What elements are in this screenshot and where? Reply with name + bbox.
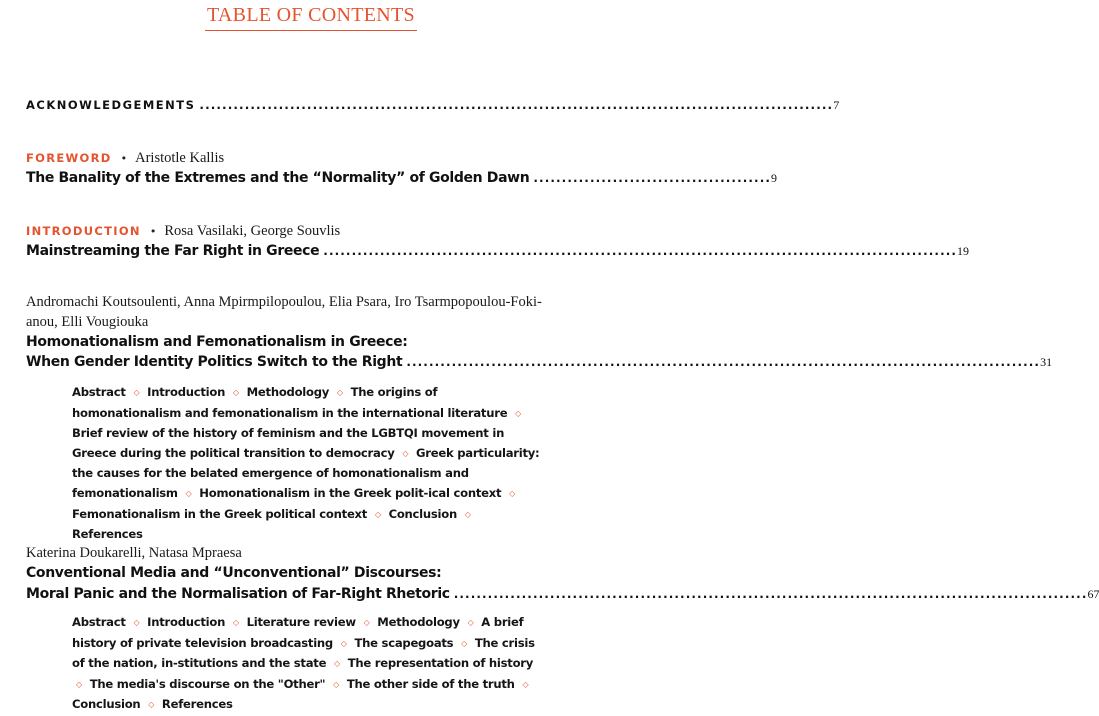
dot-leader: ................................................................................................................ bbox=[323, 244, 958, 258]
toc-entry-acknowledgements[interactable] bbox=[26, 98, 840, 113]
section-link[interactable]: Methodology bbox=[377, 615, 460, 629]
authors-line: anou, Elli Vougiouka bbox=[26, 313, 149, 330]
diamond-icon: ◇ bbox=[333, 679, 340, 689]
diamond-icon: ◇ bbox=[148, 700, 155, 710]
section-link[interactable]: Conclusion bbox=[388, 506, 457, 521]
section-link[interactable]: A brief history of private television broadcasting bbox=[72, 615, 524, 650]
page-title: TABLE OF CONTENTS bbox=[205, 3, 417, 31]
chapter-2-title-line-1[interactable] bbox=[26, 565, 594, 581]
diamond-icon: ◇ bbox=[461, 638, 468, 648]
toc-entry-foreword[interactable] bbox=[26, 170, 778, 186]
section-link[interactable]: References bbox=[161, 697, 233, 712]
bullet-icon: • bbox=[149, 225, 157, 238]
section-label: INTRODUCTION bbox=[26, 224, 141, 238]
page-number: 7 bbox=[833, 98, 840, 112]
page-number: 9 bbox=[771, 171, 778, 185]
section-link[interactable]: Introduction bbox=[147, 385, 226, 399]
entry-title[interactable]: Moral Panic and the Normalisation of Far-Right Rhetoric bbox=[26, 586, 450, 602]
section-link[interactable]: Introduction bbox=[147, 615, 226, 629]
section-label: FOREWORD bbox=[26, 151, 112, 165]
section-link[interactable]: The crisis of the nation, in-stitutions and the state bbox=[72, 635, 535, 671]
diamond-icon: ◇ bbox=[185, 488, 192, 498]
section-link[interactable]: Brief review of the history of feminism and the LGBTQI movement in Greece during the political transition to democracy bbox=[72, 426, 505, 460]
chapter-1-authors bbox=[26, 293, 586, 332]
section-link[interactable]: Conclusion bbox=[72, 697, 141, 712]
author-name: Rosa Vasilaki, George Souvlis bbox=[164, 223, 341, 239]
chapter-2-sections bbox=[72, 613, 542, 716]
section-link[interactable]: Methodology bbox=[246, 385, 330, 399]
section-link[interactable]: Greek particularity: the causes for the belated emergence of homonationalism and femonationalism bbox=[72, 445, 540, 500]
introduction-label-line bbox=[26, 223, 340, 240]
section-link[interactable]: Femonationalism in the Greek political context bbox=[72, 506, 368, 521]
diamond-icon: ◇ bbox=[232, 618, 239, 627]
bullet-icon: • bbox=[120, 152, 128, 165]
author-name: Aristotle Kallis bbox=[135, 150, 225, 166]
section-link[interactable]: The scapegoats bbox=[354, 635, 454, 650]
diamond-icon: ◇ bbox=[515, 408, 522, 418]
section-link[interactable]: Homonationalism in the Greek polit-ical context bbox=[199, 485, 502, 500]
chapter-1-title-line-1[interactable] bbox=[26, 334, 594, 350]
page-number: 67 bbox=[1087, 587, 1099, 601]
page-number: 19 bbox=[957, 244, 970, 258]
authors-line: Katerina Doukarelli, Natasa Mpraesa bbox=[26, 545, 242, 561]
section-link[interactable]: The other side of the truth bbox=[346, 676, 515, 691]
entry-title[interactable]: Mainstreaming the Far Right in Greece bbox=[26, 243, 320, 259]
diamond-icon: ◇ bbox=[133, 388, 140, 397]
diamond-icon: ◇ bbox=[402, 448, 409, 458]
diamond-icon: ◇ bbox=[374, 509, 381, 519]
entry-title[interactable]: ACKNOWLEDGEMENTS bbox=[26, 98, 196, 112]
dot-leader: ................................................................................................................ bbox=[406, 355, 1041, 369]
section-link[interactable]: Literature review bbox=[246, 615, 356, 629]
diamond-icon: ◇ bbox=[467, 618, 474, 627]
section-link[interactable]: The media's discourse on the "Other" bbox=[89, 676, 326, 691]
page-number: 31 bbox=[1040, 355, 1053, 369]
entry-title[interactable]: When Gender Identity Politics Switch to the Right bbox=[26, 354, 403, 370]
foreword-label-line bbox=[26, 150, 224, 167]
diamond-icon: ◇ bbox=[336, 388, 343, 397]
diamond-icon: ◇ bbox=[76, 679, 82, 689]
section-link[interactable]: References bbox=[72, 527, 143, 542]
toc-entry-introduction[interactable] bbox=[26, 243, 970, 259]
dot-leader: .......................................... bbox=[533, 171, 772, 185]
section-link[interactable]: Abstract bbox=[72, 385, 126, 399]
diamond-icon: ◇ bbox=[464, 509, 471, 519]
entry-title[interactable]: Conventional Media and “Unconventional” Discourses: bbox=[26, 565, 442, 581]
authors-line: Andromachi Koutsoulenti, Anna Mpirmpilopoulou, Elia Psara, Iro Tsarmpopoulou-Foki- bbox=[26, 294, 542, 310]
dot-leader: ................................................................................................................ bbox=[453, 587, 1088, 601]
toc-entry-chapter-2[interactable] bbox=[26, 586, 1099, 602]
diamond-icon: ◇ bbox=[334, 659, 340, 669]
entry-title[interactable]: The Banality of the Extremes and the “Normality” of Golden Dawn bbox=[26, 170, 530, 186]
chapter-2-authors bbox=[26, 544, 586, 564]
entry-title[interactable]: Homonationalism and Femonationalism in Greece: bbox=[26, 334, 408, 350]
dot-leader: ................................................................................................................ bbox=[199, 98, 834, 112]
diamond-icon: ◇ bbox=[232, 388, 239, 397]
section-link[interactable]: Abstract bbox=[72, 615, 126, 629]
section-link[interactable]: The origins of homonationalism and femonationalism in the international literature bbox=[72, 385, 508, 420]
section-link[interactable]: The representation of history bbox=[347, 656, 534, 671]
toc-header bbox=[0, 3, 622, 31]
diamond-icon: ◇ bbox=[340, 638, 347, 648]
chapter-1-sections bbox=[72, 383, 542, 545]
diamond-icon: ◇ bbox=[522, 679, 529, 689]
diamond-icon: ◇ bbox=[363, 618, 370, 627]
toc-entry-chapter-1[interactable] bbox=[26, 354, 1053, 370]
diamond-icon: ◇ bbox=[133, 618, 140, 627]
diamond-icon: ◇ bbox=[509, 488, 515, 498]
